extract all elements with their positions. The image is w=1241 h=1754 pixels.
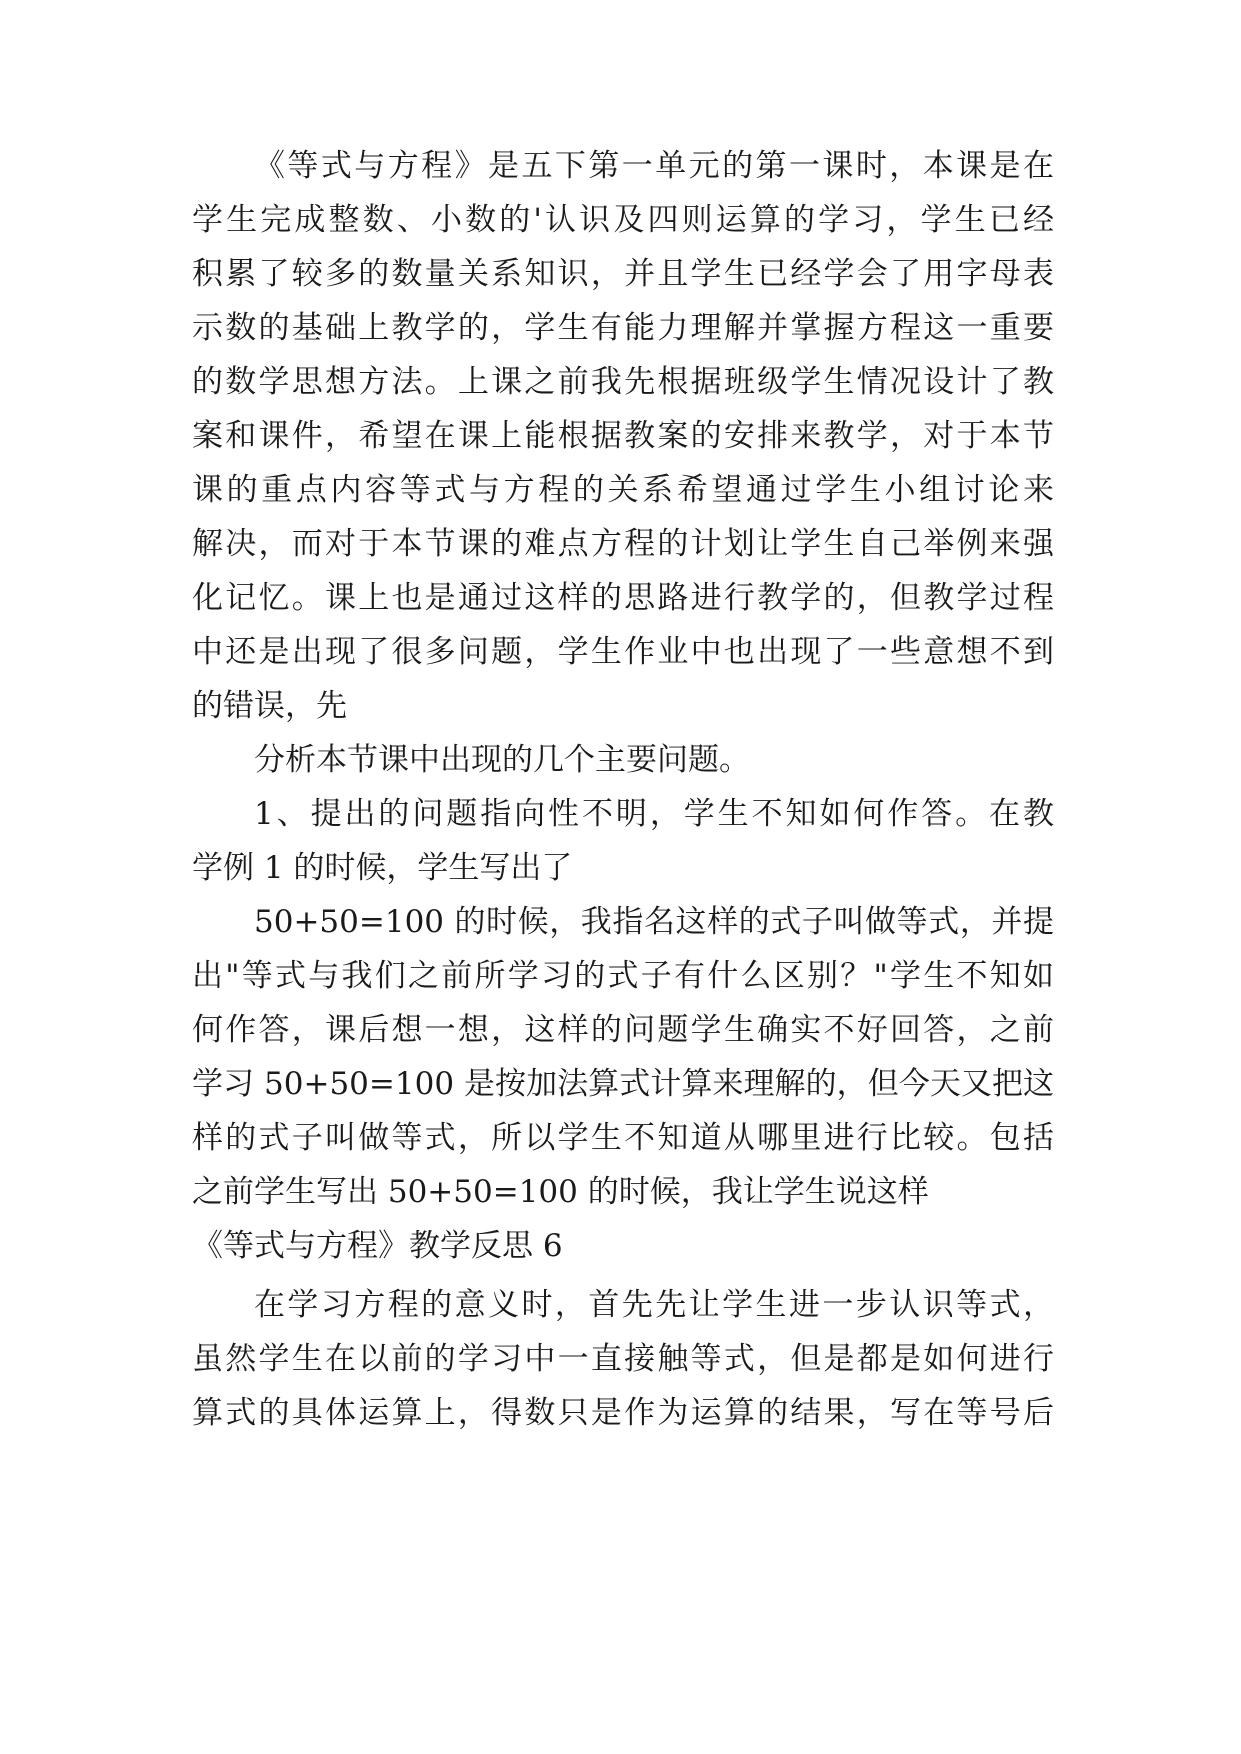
paragraph-line: 之前学生写出 50+50=100 的时候，我让学生说这样	[192, 1174, 929, 1210]
paragraph-line: 1、提出的问题指向性不明，学生不知如何作答。在教	[254, 796, 1054, 832]
paragraph-line: 50+50=100 的时候，我指名这样的式子叫做等式，并提	[254, 904, 1054, 940]
paragraph-line: 示数的基础上教学的，学生有能力理解并掌握方程这一重要	[192, 310, 1054, 346]
paragraph-line: 学例 1 的时候，学生写出了	[192, 850, 573, 886]
paragraph-line: 课的重点内容等式与方程的关系希望通过学生小组讨论来	[192, 472, 1054, 508]
paragraph-line: 算式的具体运算上，得数只是作为运算的结果，写在等号后	[192, 1395, 1054, 1431]
paragraph-line: 中还是出现了很多问题，学生作业中也出现了一些意想不到	[192, 634, 1054, 670]
paragraph-line: 化记忆。课上也是通过这样的思路进行教学的，但教学过程	[192, 580, 1054, 616]
section-heading: 《等式与方程》教学反思 6	[192, 1228, 563, 1264]
paragraph-line: 积累了较多的数量关系知识，并且学生已经学会了用字母表	[192, 256, 1054, 292]
paragraph-line: 的数学思想方法。上课之前我先根据班级学生情况设计了教	[192, 364, 1054, 400]
paragraph-line: 出"等式与我们之前所学习的式子有什么区别？"学生不知如	[192, 958, 1054, 994]
paragraph-line: 虽然学生在以前的学习中一直接触等式，但是都是如何进行	[192, 1341, 1054, 1377]
paragraph-line: 分析本节课中出现的几个主要问题。	[254, 742, 750, 778]
paragraph-line: 何作答，课后想一想，这样的问题学生确实不好回答，之前	[192, 1012, 1054, 1048]
paragraph-line: 案和课件，希望在课上能根据教案的安排来教学，对于本节	[192, 418, 1054, 454]
paragraph-line: 学生完成整数、小数的'认识及四则运算的学习，学生已经	[192, 202, 1054, 238]
paragraph-line: 《等式与方程》是五下第一单元的第一课时，本课是在	[254, 148, 1054, 184]
paragraph-line: 在学习方程的意义时，首先先让学生进一步认识等式，	[254, 1287, 1054, 1323]
paragraph-line: 学习 50+50=100 是按加法算式计算来理解的，但今天又把这	[192, 1066, 1054, 1102]
paragraph-line: 的错误，先	[192, 688, 347, 724]
paragraph-line: 样的式子叫做等式，所以学生不知道从哪里进行比较。包括	[192, 1120, 1054, 1156]
paragraph-line: 解决，而对于本节课的难点方程的计划让学生自己举例来强	[192, 526, 1054, 562]
